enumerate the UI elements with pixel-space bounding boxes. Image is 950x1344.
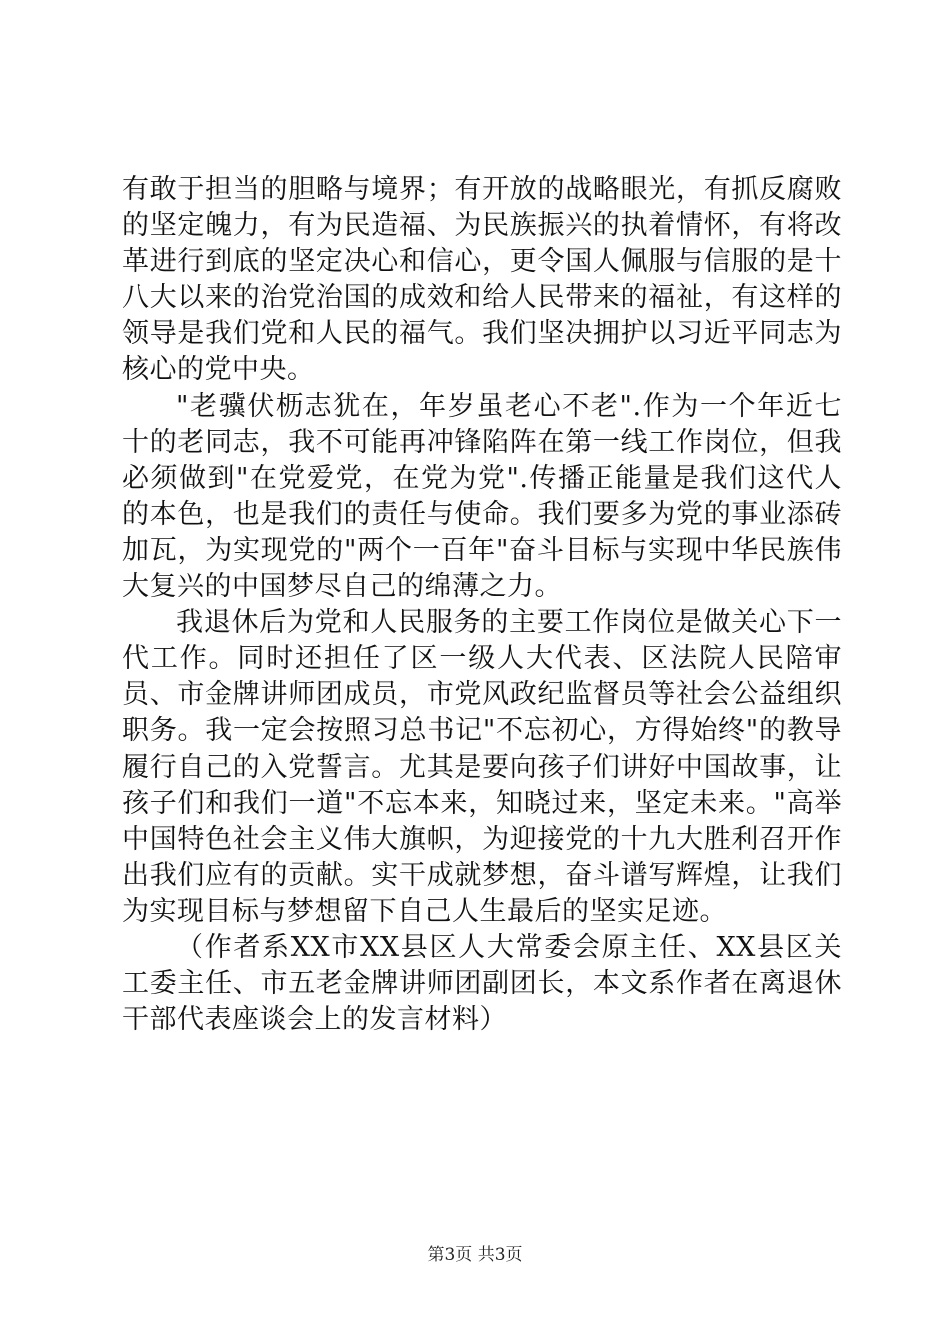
paragraph-lao-ji: "老骥伏枥志犹在，年岁虽老心不老".作为一个年近七十的老同志，我不可能再冲锋陷阵在第一线工作岗位，但我必须做到"在党爱党，在党为党".传播正能量是我们这代人的本色，也是我们的责任与使命。我们要多为党的事业添砖加瓦，为实现党的"两个一百年"奋斗目标与实现中华民族伟大复兴的中国梦尽自己的绵薄之力。 bbox=[122, 390, 842, 603]
page-number-footer: 第3页 共3页 bbox=[427, 1245, 523, 1265]
paragraph-author-note: （作者系XX市XX县区人大常委会原主任、XX县区关工委主任、市五老金牌讲师团副团长，本文系作者在离退休干部代表座谈会上的发言材料） bbox=[122, 931, 842, 1036]
paragraph-retirement-work: 我退休后为党和人民服务的主要工作岗位是做关心下一代工作。同时还担任了区一级人大代表、区法院人民陪审员、市金牌讲师团成员，市党风政纪监督员等社会公益组织职务。我一定会按照习总书记"不忘初心，方得始终"的教导履行自己的入党誓言。尤其是要向孩子们讲好中国故事，让孩子们和我们一道"不忘本来，知晓过来，坚定未来。"高举中国特色社会主义伟大旗帜，为迎接党的十九大胜利召开作出我们应有的贡献。实干成就梦想，奋斗谱写辉煌，让我们为实现目标与梦想留下自己人生最后的坚实足迹。 bbox=[122, 607, 842, 927]
paragraph-continuation: 有敢于担当的胆略与境界；有开放的战略眼光，有抓反腐败的坚定魄力，有为民造福、为民族振兴的执着情怀，有将改革进行到底的坚定决心和信心，更令国人佩服与信服的是十八大以来的治党治国的成效和给人民带来的福祉，有这样的领导是我们党和人民的福气。我们坚决拥护以习近平同志为核心的党中央。 bbox=[122, 174, 842, 386]
document-body bbox=[122, 172, 842, 1038]
